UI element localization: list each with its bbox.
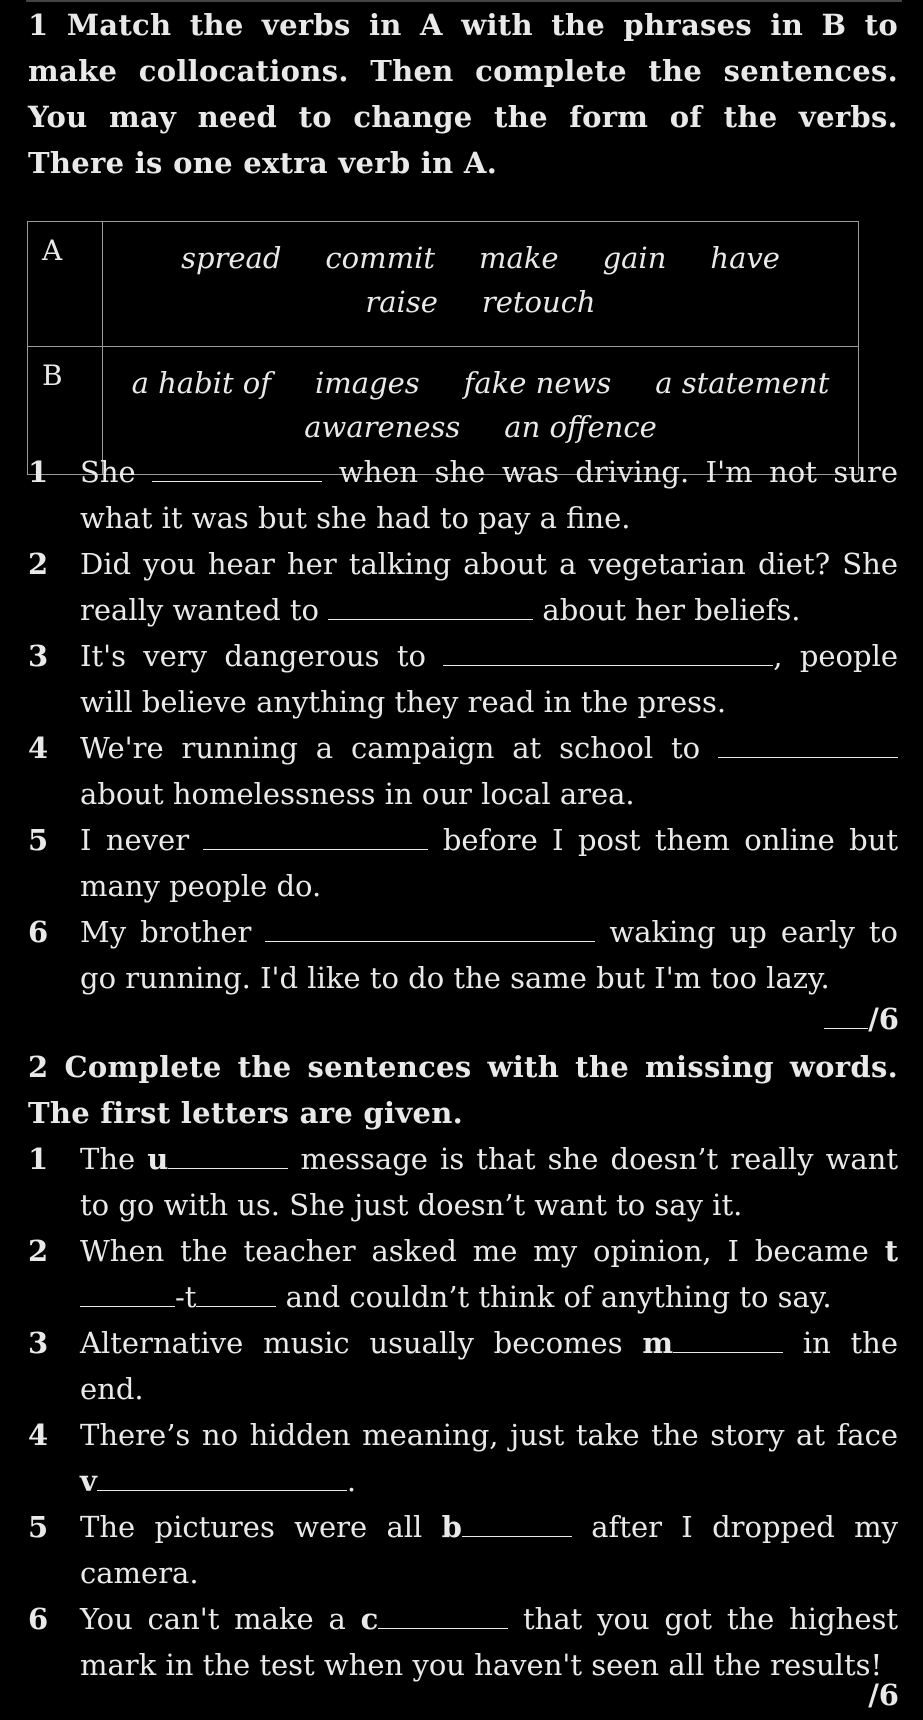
- item-text: She: [80, 455, 136, 489]
- verb-word: raise: [365, 285, 438, 319]
- ex2-item-5: [28, 1504, 898, 1596]
- ex1-item-1: [28, 449, 898, 541]
- ex2-item-2: [28, 1228, 898, 1320]
- phrase-word: fake news: [463, 366, 612, 400]
- item-number: 6: [28, 1602, 49, 1636]
- answer-blank[interactable]: [443, 635, 773, 666]
- ex1-item-4: [28, 725, 898, 817]
- ex2-item-1: [28, 1136, 898, 1228]
- row-b-label: B: [28, 347, 103, 475]
- ex2-item-3: [28, 1320, 898, 1412]
- item-number: 1: [28, 455, 49, 489]
- item-text: The: [80, 1142, 136, 1176]
- ex1-score: [824, 1002, 899, 1036]
- hyphen-letter: -t: [175, 1280, 197, 1314]
- phrase-word: awareness: [304, 410, 461, 444]
- ex2-item-6: [28, 1596, 898, 1688]
- verb-word: have: [710, 241, 780, 275]
- item-text: You can't make a: [80, 1602, 346, 1636]
- item-text: and couldn’t think of anything to say.: [285, 1280, 832, 1314]
- item-text: message is that she doesn’t really want to go with us. She just doesn’t want to say it.: [80, 1142, 899, 1222]
- item-text: Alternative music usually becomes: [80, 1326, 623, 1360]
- collocation-table: [27, 221, 859, 475]
- item-number: 1: [28, 1142, 49, 1176]
- verb-word: spread: [181, 241, 282, 275]
- first-letter: t: [884, 1234, 898, 1268]
- item-text: before I post them online but many people do.: [80, 823, 899, 903]
- answer-blank[interactable]: [462, 1506, 572, 1537]
- item-text: when she was driving. I'm not sure what it was but she had to pay a fine.: [80, 455, 898, 535]
- ex1-item-5: [28, 817, 898, 909]
- item-text: When the teacher asked me my opinion, I became: [80, 1234, 869, 1268]
- answer-blank[interactable]: [152, 451, 322, 482]
- answer-blank[interactable]: [718, 727, 898, 758]
- verb-word: gain: [602, 241, 667, 275]
- item-number: 5: [28, 823, 49, 857]
- item-text: Did you hear her talking about a vegetarian diet? She really wanted to: [80, 547, 898, 627]
- item-text: in the end.: [80, 1326, 899, 1406]
- item-number: 2: [28, 547, 49, 581]
- item-number: 3: [28, 639, 49, 673]
- first-letter: m: [642, 1326, 674, 1360]
- item-text: that you got the highest mark in the test when you haven't seen all the results!: [80, 1602, 899, 1682]
- answer-blank[interactable]: [80, 1276, 175, 1307]
- phrase-word: a habit of: [131, 366, 272, 400]
- item-number: 3: [28, 1326, 49, 1360]
- phrase-word: a statement: [655, 366, 830, 400]
- verb-word: commit: [325, 241, 436, 275]
- answer-blank[interactable]: [265, 911, 595, 942]
- score-total: /6: [868, 1002, 899, 1036]
- item-number: 2: [28, 1234, 49, 1268]
- ex2-score: [868, 1678, 899, 1712]
- item-number: 4: [28, 731, 49, 765]
- item-text: It's very dangerous to: [80, 639, 426, 673]
- answer-blank[interactable]: [97, 1460, 347, 1491]
- first-letter: c: [360, 1602, 379, 1636]
- item-text: waking up early to go running. I'd like to do the same but I'm too lazy.: [80, 915, 899, 995]
- score-blank[interactable]: [824, 1002, 868, 1029]
- verb-word: make: [479, 241, 559, 275]
- table-row-a: [28, 222, 859, 347]
- item-text: about her beliefs.: [542, 593, 801, 627]
- item-text: I never: [80, 823, 190, 857]
- item-text: about homelessness in our local area.: [80, 777, 635, 811]
- item-text: We're running a campaign at school to: [80, 731, 701, 765]
- item-number: 5: [28, 1510, 49, 1544]
- item-text: , people will believe anything they read in the press.: [80, 639, 899, 719]
- phrase-word: images: [315, 366, 420, 400]
- item-text: The pictures were all: [80, 1510, 423, 1544]
- verb-word: retouch: [481, 285, 596, 319]
- item-text: after I dropped my camera.: [80, 1510, 899, 1590]
- exercise-2-heading: 2 Complete the sentences with the missing words. The first letters are given.: [28, 1050, 898, 1130]
- answer-blank[interactable]: [378, 1598, 508, 1629]
- item-text: My brother: [80, 915, 252, 949]
- score-total: /6: [868, 1678, 899, 1712]
- first-letter: b: [441, 1510, 462, 1544]
- item-text: .: [346, 1464, 357, 1498]
- ex1-item-2: [28, 541, 898, 633]
- answer-blank[interactable]: [203, 819, 428, 850]
- answer-blank[interactable]: [196, 1276, 276, 1307]
- ex2-item-4: [28, 1412, 898, 1504]
- first-letter: u: [147, 1142, 169, 1176]
- answer-blank[interactable]: [328, 589, 533, 620]
- item-number: 4: [28, 1418, 49, 1452]
- ex1-item-6: [28, 909, 898, 1001]
- first-letter: v: [80, 1464, 97, 1498]
- exercise-1-heading: 1 Match the verbs in A with the phrases in B to make collocations. Then complete the sentences. You may need to change the form of the verbs. There is one extra verb in A.: [28, 8, 898, 180]
- ex1-item-3: [28, 633, 898, 725]
- answer-blank[interactable]: [673, 1322, 783, 1353]
- row-a-label: A: [28, 222, 103, 347]
- phrase-word: an offence: [504, 410, 657, 444]
- answer-blank[interactable]: [168, 1138, 288, 1169]
- item-number: 6: [28, 915, 49, 949]
- verbs-cell: [103, 222, 859, 347]
- item-text: There’s no hidden meaning, just take the story at face: [80, 1418, 898, 1452]
